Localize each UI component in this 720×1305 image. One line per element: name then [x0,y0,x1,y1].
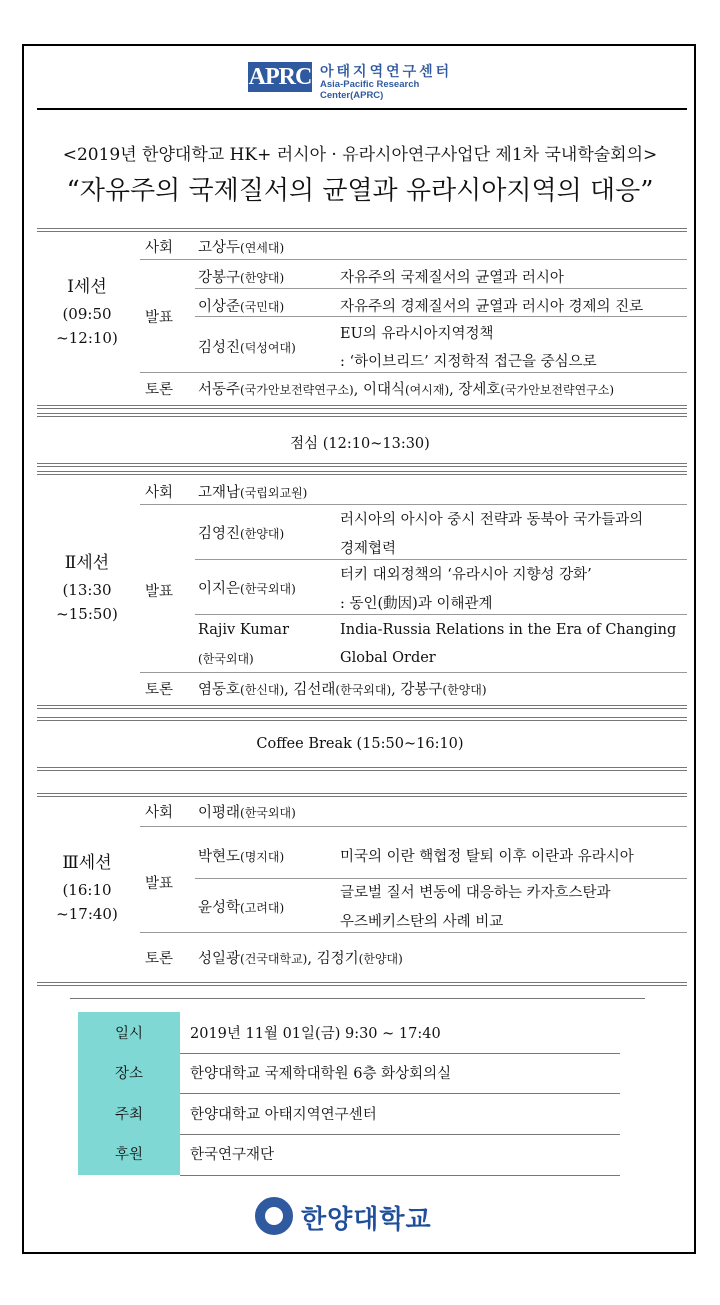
session3-disc-role: 토론 [145,951,174,967]
session3-name: Ⅲ세션 [62,853,112,873]
session2-presenter-3: Rajiv Kumar [198,622,290,638]
session3-chair-role: 사회 [145,805,174,821]
session3-chair: 이평래(한국외대) [198,805,296,821]
session1-presenter-2: 이상준(국민대) [198,299,285,315]
session2-topic-1b: 경제협력 [340,541,397,557]
session2-top-double-line [37,471,687,475]
session2-time-end: ~15:50) [56,605,118,623]
session3-topic-2b: 우즈베키스탄의 사례 비교 [340,914,504,930]
session1-top-double-line [37,228,687,232]
session2-topic-3b: Global Order [340,650,436,666]
session1-name: Ⅰ세션 [67,277,107,297]
session2-presenter-1: 김영진(한양대) [198,526,285,542]
coffee-break: Coffee Break (15:50~16:10) [256,736,464,752]
hanyang-logo-text: 한양대학교 [301,1205,432,1235]
info-label-host: 주최 [114,1107,143,1123]
info-value-date: 2019년 11월 01일(금) 9:30 ~ 17:40 [190,1026,441,1042]
aprc-logo [248,59,468,101]
session1-presenter-3: 김성진(덕성여대) [198,340,296,356]
info-label-venue: 장소 [114,1066,143,1082]
session2-name: Ⅱ세션 [64,553,110,573]
session2-chair: 고재남(국립외교원) [198,485,308,501]
session1-topic-2: 자유주의 경제질서의 균열과 러시아 경제의 진로 [340,299,644,315]
session1-topic-3a: EU의 유라시아지역정책 [340,326,494,342]
session3-top-double-line [37,793,687,797]
session1-chair-role: 사회 [145,240,174,256]
session3-presenter-2: 윤성학(고려대) [198,900,285,916]
session1-disc-role: 토론 [145,382,174,398]
lunch-break: 점심 (12:10~13:30) [290,436,430,452]
session2-presenter-3-affil: (한국외대) [198,652,254,666]
session3-time-end: ~17:40) [56,905,118,923]
session3-label [37,848,137,923]
session1-pres-role: 발표 [145,310,174,326]
session1-time-start: (09:50 [62,305,112,323]
conference-title: “자유주의 국제질서의 균열과 유라시아지역의 대응” [66,176,654,206]
aprc-logo-english: Asia-Pacific Research Center(APRC) [320,79,420,101]
session1-label [37,272,137,347]
session2-label [37,548,137,623]
aprc-logo-korean: 아태지역연구센터 [320,64,453,80]
session3-bottom-double-line [37,982,687,986]
info-label-date: 일시 [114,1026,143,1042]
header-rule [37,108,687,110]
session3-discussants: 성일광(건국대학교), 김정기(한양대) [198,951,403,967]
info-value-sponsor: 한국연구재단 [190,1147,275,1163]
session1-presenter-1: 강봉구(한양대) [198,270,285,286]
hanyang-seal-icon [255,1197,293,1235]
session2-discussants: 염동호(한신대), 김선래(한국외대), 강봉구(한양대) [198,682,487,698]
session3-pres-role: 발표 [145,876,174,892]
session1-topic-3b: : ‘하이브리드’ 지정학적 접근을 중심으로 [340,354,597,370]
session1-bottom-double-line [37,405,687,409]
session3-time-start: (16:10 [62,881,112,899]
session1-discussants: 서동주(국가안보전략연구소), 이대식(여시재), 장세호(국가안보전략연구소) [198,382,615,398]
info-value-host: 한양대학교 아태지역연구센터 [190,1107,377,1123]
session2-topic-2a: 터키 대외정책의 ‘유라시아 지향성 강화’ [340,567,592,583]
aprc-logo-mark: APRC [248,64,312,90]
session2-chair-role: 사회 [145,485,174,501]
session2-presenter-2: 이지은(한국외대) [198,581,296,597]
session1-topic-1: 자유주의 국제질서의 균열과 러시아 [340,270,564,286]
session3-topic-2a: 글로벌 질서 변동에 대응하는 카자흐스탄과 [340,885,611,901]
session2-bottom-double-line [37,705,687,709]
info-label-sponsor: 후원 [114,1147,143,1163]
session2-pres-role: 발표 [145,584,174,600]
hanyang-logo [255,1197,455,1237]
session2-topic-1a: 러시아의 아시아 중시 전략과 동북아 국가들과의 [340,512,644,528]
session3-presenter-1: 박현도(명지대) [198,849,285,865]
session3-topic-1: 미국의 이란 핵협정 탈퇴 이후 이란과 유라시아 [340,849,634,865]
session2-time-start: (13:30 [62,581,112,599]
session2-topic-2b: : 동인(動因)과 이해관계 [340,596,493,612]
session2-topic-3a: India-Russia Relations in the Era of Changing [340,622,677,638]
session1-time-end: ~12:10) [56,329,118,347]
session1-chair: 고상두(연세대) [198,240,285,256]
info-value-venue: 한양대학교 국제학대학원 6층 화상회의실 [190,1066,452,1082]
conference-subtitle: <2019년 한양대학교 HK+ 러시아 · 유라시아연구사업단 제1차 국내학술회의> [62,145,658,165]
session2-disc-role: 토론 [145,682,174,698]
